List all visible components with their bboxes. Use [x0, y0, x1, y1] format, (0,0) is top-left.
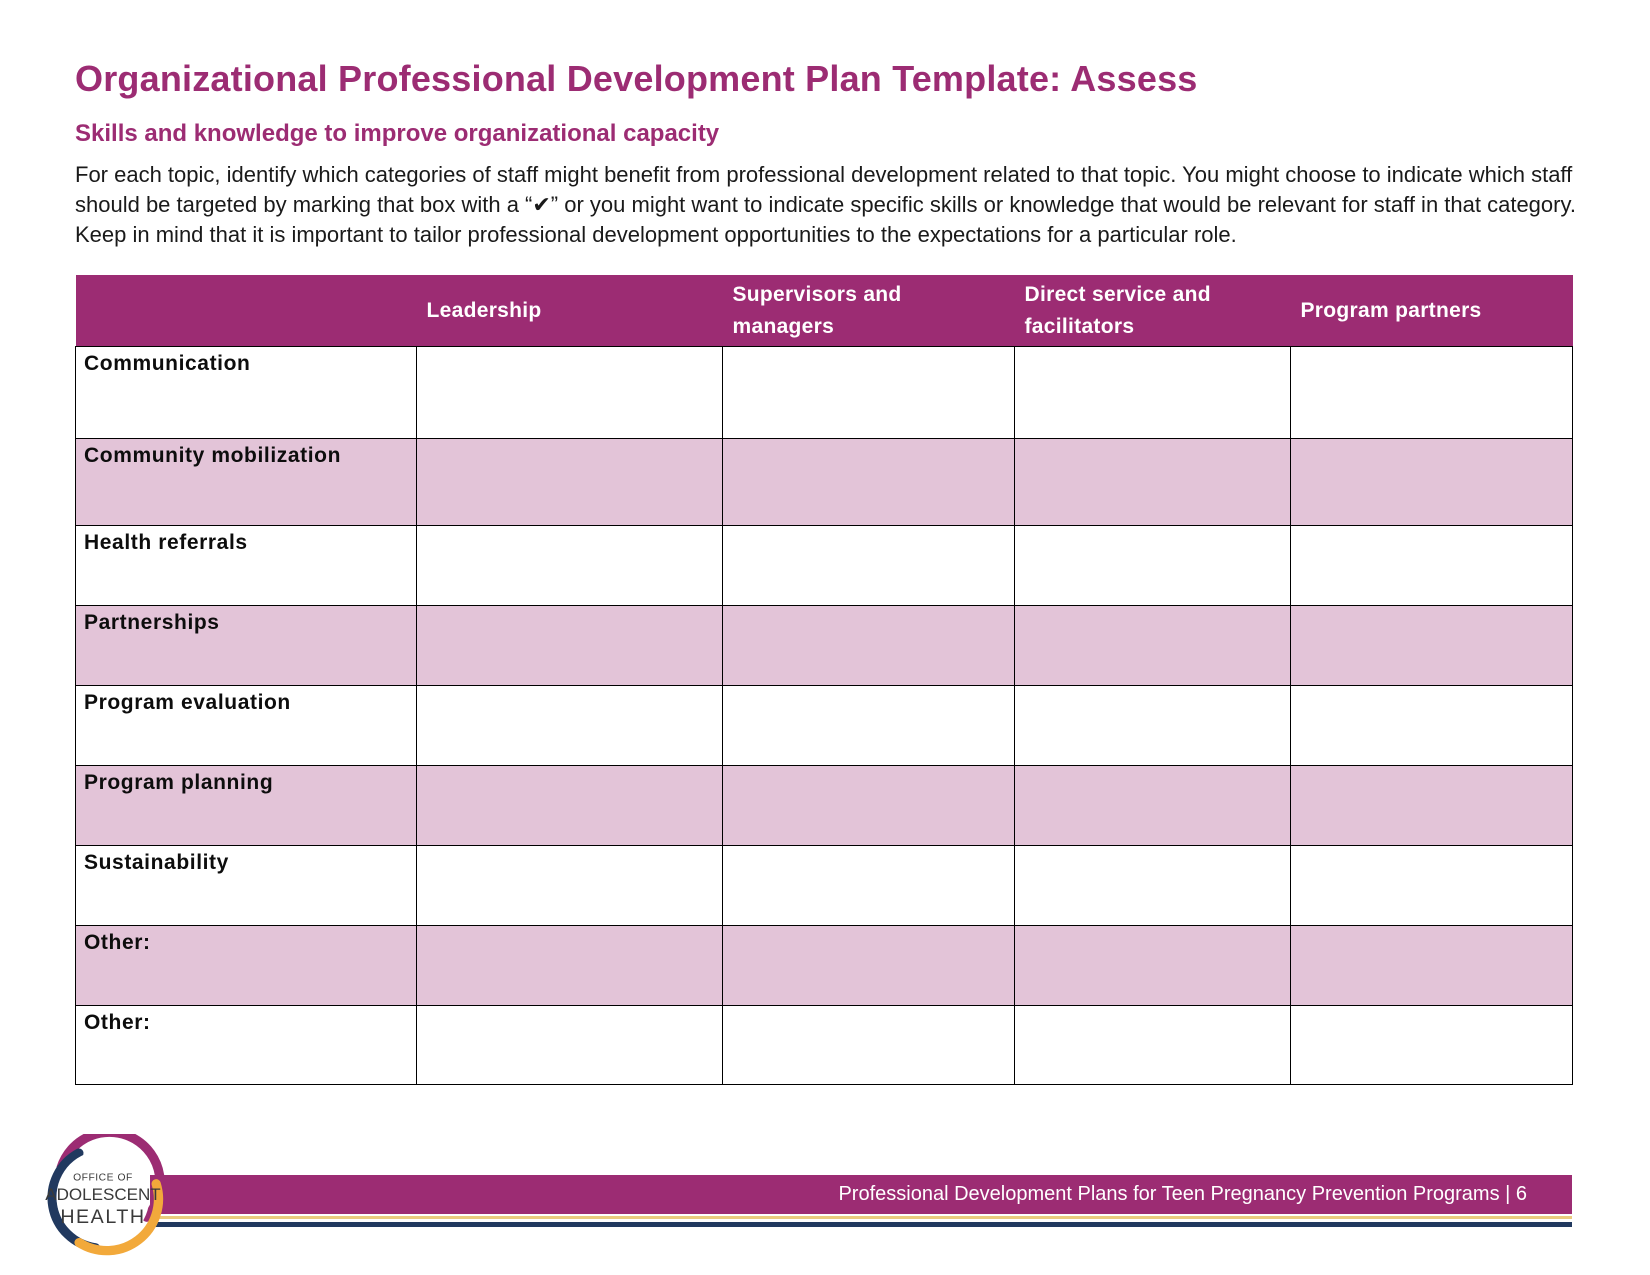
row-topic-label: Sustainability	[76, 846, 417, 926]
column-header-direct-service: Direct service and facilitators	[1015, 275, 1291, 347]
empty-fill-in-cell	[417, 846, 723, 926]
table-row	[76, 766, 1573, 846]
intro-paragraph: For each topic, identify which categories of staff might benefit from professional development related to that topic. You might choose to indicate which staff should be targeted by marking that box with a “✔” or you might want to indicate specific skills or knowledge that would be relevant for staff in that category. Keep in mind that it is important to tailor professional development opportunities to the expectations for a particular role.	[75, 162, 1576, 247]
office-adolescent-health-logo	[42, 1134, 166, 1258]
column-header-program-partners: Program partners	[1291, 275, 1573, 347]
empty-fill-in-cell	[723, 439, 1015, 526]
empty-fill-in-cell	[1291, 526, 1573, 606]
empty-fill-in-cell	[1015, 526, 1291, 606]
empty-fill-in-cell	[723, 686, 1015, 766]
empty-fill-in-cell	[1015, 347, 1291, 439]
footer-navy-stripe	[150, 1222, 1572, 1227]
footer-page-text: Professional Development Plans for Teen Pregnancy Prevention Programs | 6	[838, 1183, 1527, 1205]
empty-fill-in-cell	[723, 606, 1015, 686]
column-header-topic	[76, 275, 417, 347]
empty-fill-in-cell	[417, 439, 723, 526]
row-topic-label: Health referrals	[76, 526, 417, 606]
table-row	[76, 439, 1573, 526]
table-row	[76, 926, 1573, 1006]
empty-fill-in-cell	[723, 1006, 1015, 1085]
row-topic-label: Other:	[76, 1006, 417, 1085]
row-topic-label: Program evaluation	[76, 686, 417, 766]
empty-fill-in-cell	[417, 1006, 723, 1085]
empty-fill-in-cell	[1015, 846, 1291, 926]
empty-fill-in-cell	[723, 926, 1015, 1006]
empty-fill-in-cell	[1291, 606, 1573, 686]
empty-fill-in-cell	[417, 686, 723, 766]
page-title: Organizational Professional Development Plan Template: Assess	[75, 58, 1198, 99]
empty-fill-in-cell	[723, 846, 1015, 926]
footer-bar	[150, 1175, 1572, 1214]
empty-fill-in-cell	[417, 526, 723, 606]
logo-text-office-of: OFFICE OF	[73, 1172, 133, 1184]
row-topic-label: Partnerships	[76, 606, 417, 686]
assessment-table	[75, 275, 1573, 1085]
empty-fill-in-cell	[723, 526, 1015, 606]
empty-fill-in-cell	[1015, 1006, 1291, 1085]
logo-text-adolescent: ADOLESCENT	[45, 1185, 161, 1205]
empty-fill-in-cell	[1291, 439, 1573, 526]
empty-fill-in-cell	[1015, 766, 1291, 846]
table-row	[76, 846, 1573, 926]
empty-fill-in-cell	[723, 766, 1015, 846]
empty-fill-in-cell	[1291, 686, 1573, 766]
row-topic-label: Community mobilization	[76, 439, 417, 526]
column-header-supervisors: Supervisors and managers	[723, 275, 1015, 347]
table-body	[76, 347, 1573, 1085]
row-topic-label: Other:	[76, 926, 417, 1006]
table-row	[76, 1006, 1573, 1085]
empty-fill-in-cell	[1291, 926, 1573, 1006]
row-topic-label: Communication	[76, 347, 417, 439]
empty-fill-in-cell	[1291, 1006, 1573, 1085]
column-header-leadership: Leadership	[417, 275, 723, 347]
header-row	[76, 275, 1573, 347]
empty-fill-in-cell	[1015, 686, 1291, 766]
empty-fill-in-cell	[1015, 439, 1291, 526]
empty-fill-in-cell	[1015, 926, 1291, 1006]
empty-fill-in-cell	[417, 926, 723, 1006]
empty-fill-in-cell	[417, 347, 723, 439]
table-row	[76, 606, 1573, 686]
empty-fill-in-cell	[417, 766, 723, 846]
logo-text-health: HEALTH	[60, 1205, 146, 1228]
empty-fill-in-cell	[1291, 766, 1573, 846]
empty-fill-in-cell	[1291, 347, 1573, 439]
footer-gold-stripe	[150, 1216, 1572, 1219]
logo-rings-icon	[42, 1134, 166, 1258]
row-topic-label: Program planning	[76, 766, 417, 846]
empty-fill-in-cell	[723, 347, 1015, 439]
page-subtitle: Skills and knowledge to improve organizational capacity	[75, 120, 720, 147]
empty-fill-in-cell	[1291, 846, 1573, 926]
empty-fill-in-cell	[1015, 606, 1291, 686]
table-row	[76, 347, 1573, 439]
table-row	[76, 686, 1573, 766]
empty-fill-in-cell	[417, 606, 723, 686]
table-row	[76, 526, 1573, 606]
